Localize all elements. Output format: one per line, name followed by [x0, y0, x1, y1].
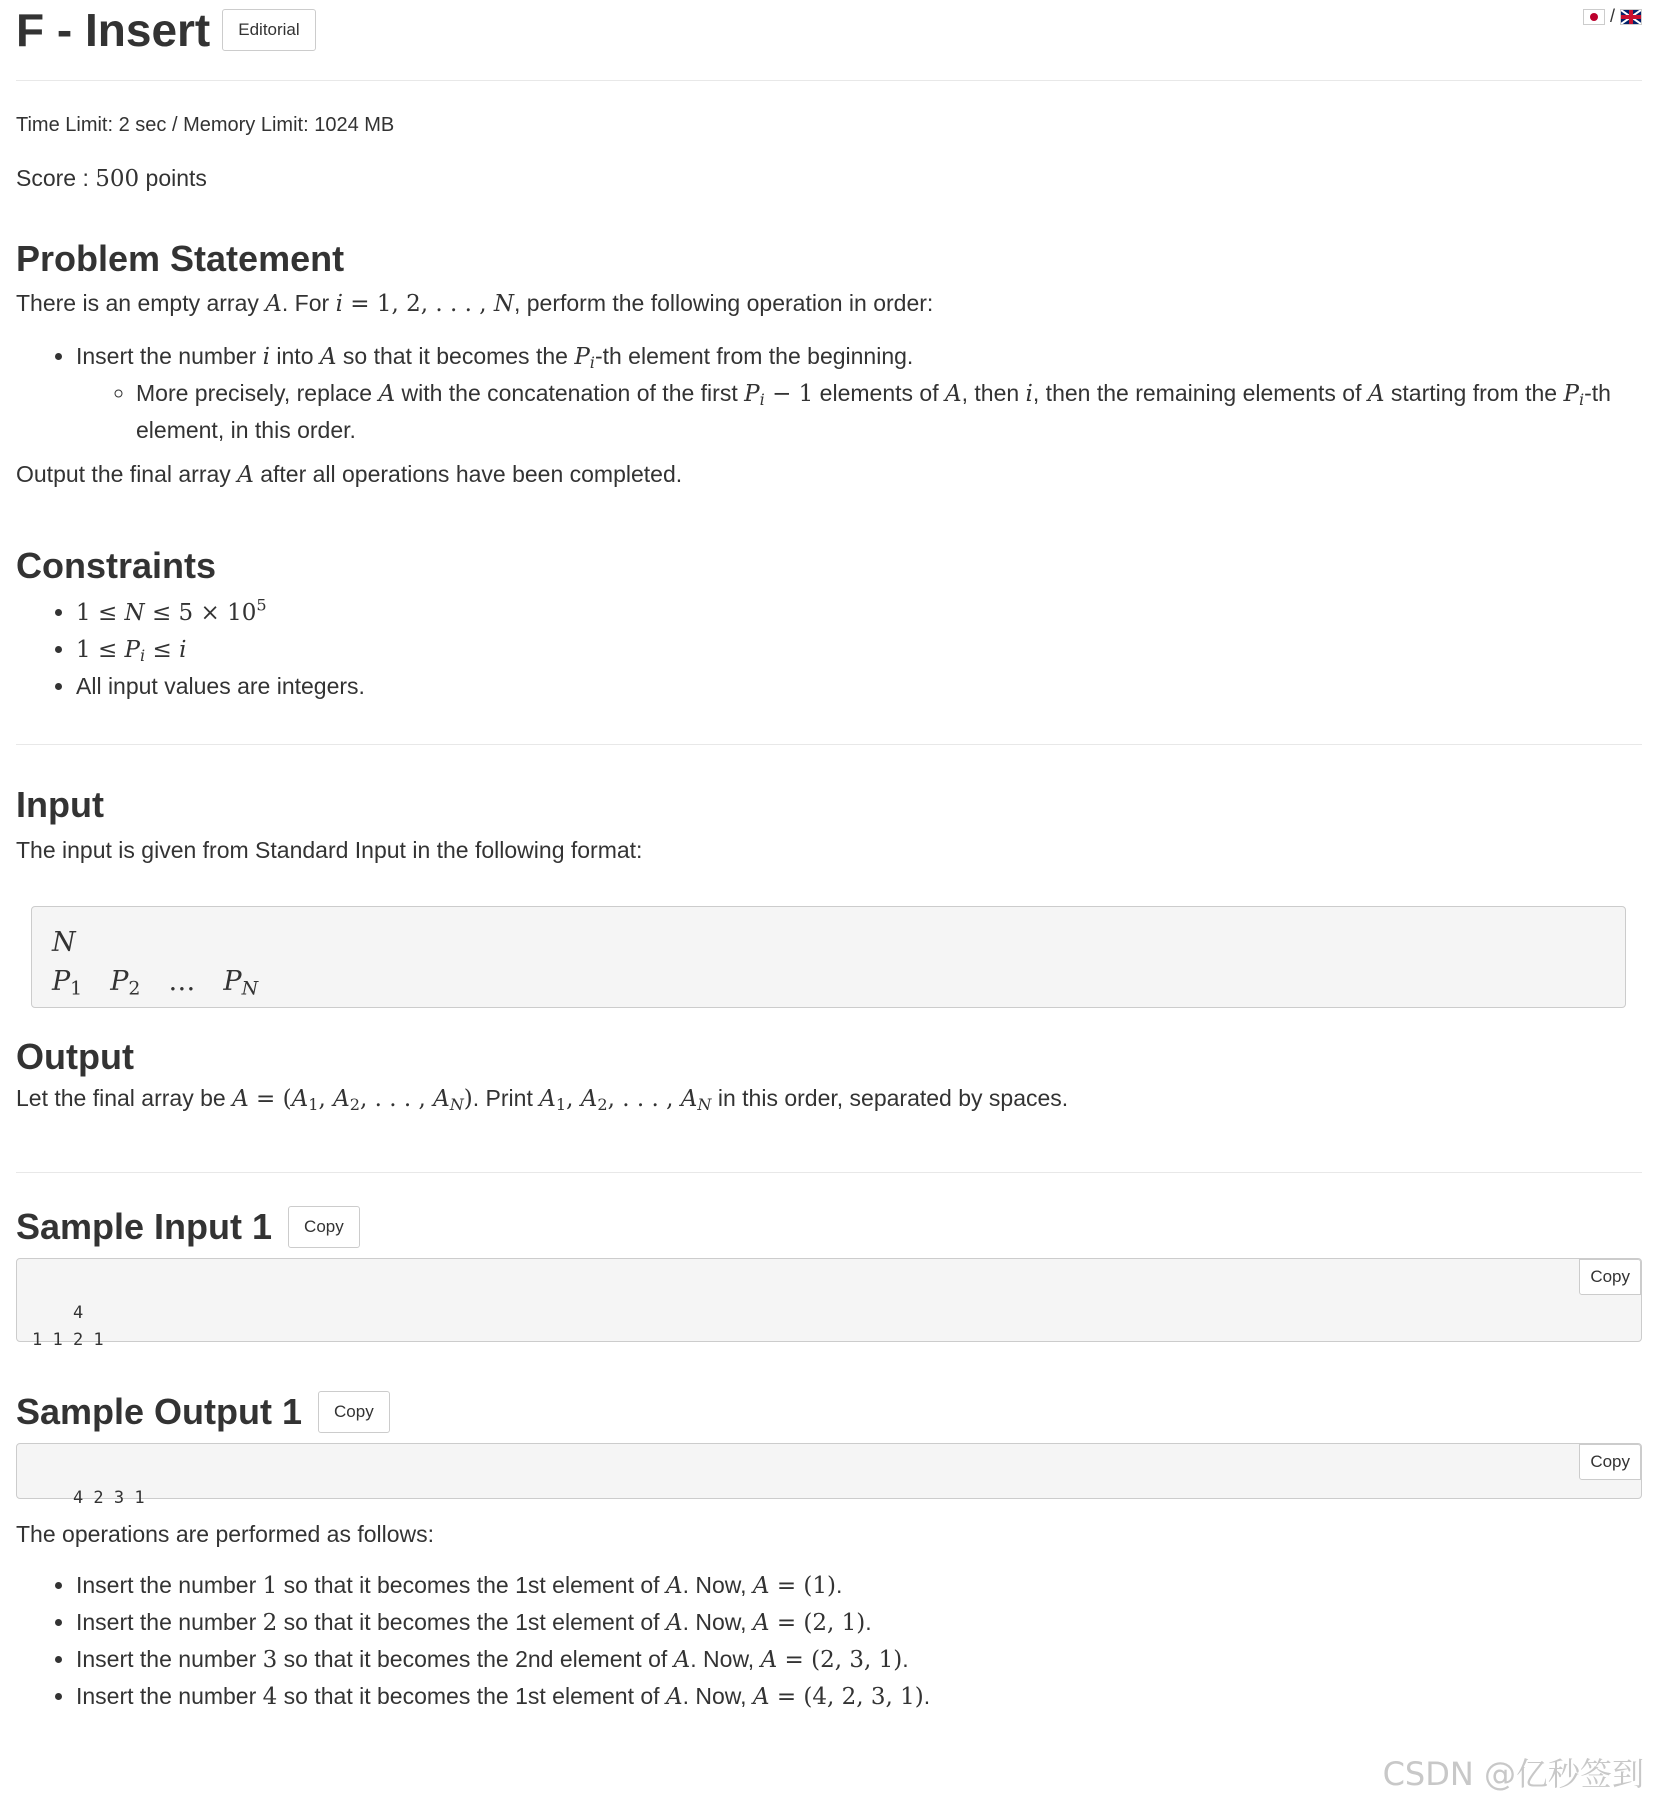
copy-sample-input-1-button[interactable]: Copy — [288, 1206, 360, 1248]
constraints-heading: Constraints — [16, 545, 217, 586]
sample-input-1-heading: Sample Input 1 — [16, 1206, 273, 1247]
copy-sample-output-1-inner-button[interactable]: Copy — [1579, 1444, 1641, 1480]
list-item: • All input values are integers. — [76, 668, 365, 704]
title-row — [16, 0, 316, 60]
divider — [16, 1172, 1642, 1173]
format-n: N — [52, 927, 76, 958]
score-suffix: points — [139, 165, 207, 191]
sample-input-1-header — [16, 1206, 360, 1248]
sample-output-1-header — [16, 1391, 390, 1433]
output-instruction: Output the final array A after all operations have been completed. — [16, 461, 683, 488]
output-heading: Output — [16, 1036, 134, 1077]
format-p-line: $P_1$ $P_2$ … $P_N$ — [52, 966, 259, 1000]
editorial-button[interactable]: Editorial — [222, 9, 315, 51]
problem-statement-heading: Problem Statement — [16, 238, 345, 279]
divider — [16, 80, 1642, 81]
list-item: • Insert the number 3 so that it becomes the 2nd element of A. Now, A = (2, 3, 1). — [76, 1641, 930, 1678]
english-flag-icon[interactable] — [1620, 9, 1642, 25]
output-description: Let the final array be $A = (A_1$, $A_2$, . . . , $A_N$). Print $A_1$, $A_2$, . . . , $A_N$ in this order, separated by spaces. — [16, 1085, 1069, 1115]
page-title: F - Insert — [16, 4, 211, 56]
list-item: • Insert the number 4 so that it becomes the 1st element of A. Now, A = (4, 2, 3, 1). — [76, 1678, 930, 1715]
score-prefix: Score : — [16, 165, 96, 191]
score-value: 500 — [95, 166, 140, 192]
divider — [16, 744, 1642, 745]
list-item: • Insert the number 1 so that it becomes the 1st element of A. Now, A = (1). — [76, 1567, 930, 1604]
sample-output-1-heading: Sample Output 1 — [16, 1391, 303, 1432]
list-item: • Insert the number i into A so that it becomes the $P_i-th$ element from the beginning. ◦ More precisely, replace A with the concatenation of the first $P_i - 1$ elements of A, then i, then the remaining elements of A starting from the $P_i-th$ element, in this order. — [76, 338, 1616, 448]
list-item: • $1 \le P_i \le i$ — [76, 631, 365, 668]
japanese-flag-icon[interactable] — [1583, 9, 1605, 25]
problem-intro: There is an empty array A. For i = 1, 2, . . . , N, perform the following operation in order: — [16, 290, 934, 317]
list-item: • $1 \le N \le 5 \times 10^5$ — [76, 594, 365, 631]
sample-input-1-content: 4 1 1 2 1 — [32, 1303, 104, 1350]
copy-sample-input-1-inner-button[interactable]: Copy — [1579, 1259, 1641, 1295]
explanation-list — [16, 1567, 930, 1715]
lang-separator: / — [1609, 6, 1615, 26]
input-format-box — [31, 906, 1626, 1008]
list-item: • Insert the number 2 so that it becomes the 1st element of A. Now, A = (2, 1). — [76, 1604, 930, 1641]
time-memory-limit: Time Limit: 2 sec / Memory Limit: 1024 MB — [16, 114, 395, 136]
list-item: ◦ More precisely, replace A with the concatenation of the first $P_i - 1$ elements of A, then i, then the remaining elements of A starting from the $P_i-th$ element, in this order. — [136, 375, 1616, 448]
constraints-list — [16, 594, 365, 704]
operation-sublist — [76, 375, 1616, 448]
input-heading: Input — [16, 784, 104, 825]
explanation-intro: The operations are performed as follows: — [16, 1521, 435, 1547]
operation-list — [16, 338, 1616, 448]
csdn-watermark: CSDN @亿秒签到 — [1382, 1755, 1644, 1793]
copy-sample-output-1-button[interactable]: Copy — [318, 1391, 390, 1433]
sample-output-1-content: 4 2 3 1 — [72, 1488, 145, 1508]
language-switcher — [1583, 6, 1642, 27]
sample-output-1-box[interactable] — [16, 1443, 1642, 1508]
score — [16, 165, 207, 192]
input-description: The input is given from Standard Input in the following format: — [16, 837, 643, 863]
sample-input-1-box[interactable] — [16, 1258, 1642, 1350]
